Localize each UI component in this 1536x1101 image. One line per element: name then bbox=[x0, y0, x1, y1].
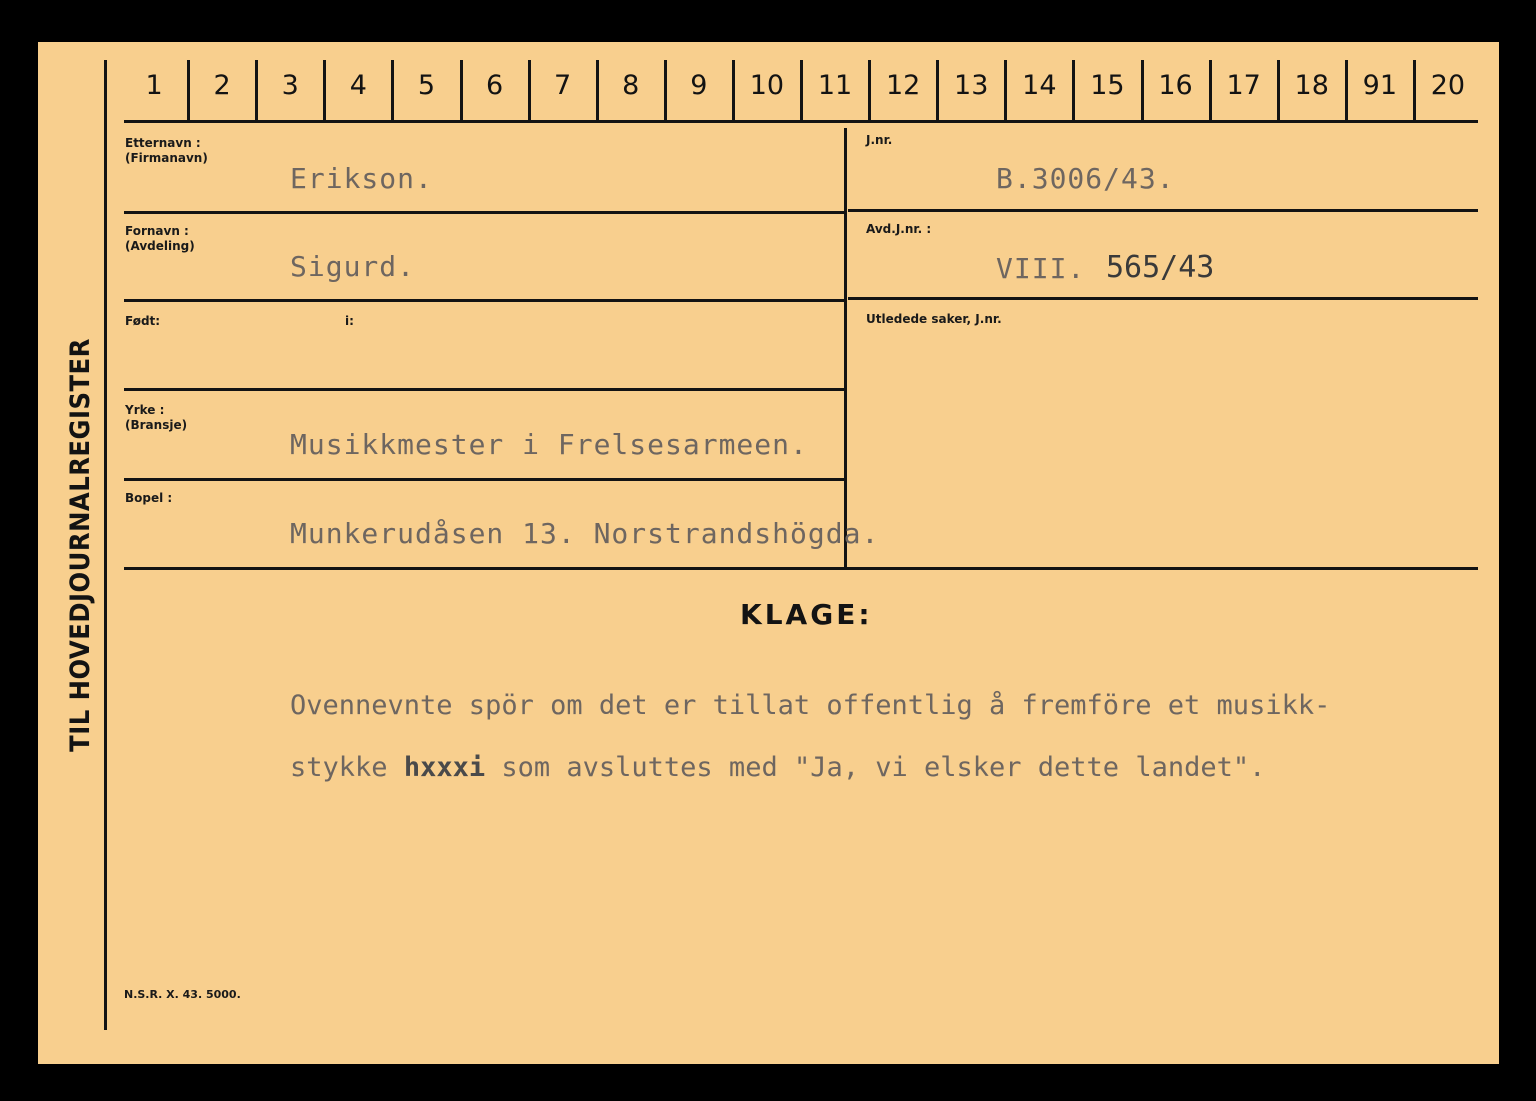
column-number: 18 bbox=[1294, 70, 1329, 101]
utledede-label: Utledede saker, J.nr. bbox=[866, 312, 1002, 326]
column-separator bbox=[255, 60, 258, 120]
struck-text: hxxxi bbox=[403, 752, 486, 783]
column-separator bbox=[868, 60, 871, 120]
yrke-value: Musikkmester i Frelsesarmeen. bbox=[290, 428, 808, 461]
klage-line-2 bbox=[290, 752, 1265, 783]
etternavn-label: Etternavn : (Firmanavn) bbox=[125, 136, 208, 165]
fornavn-label: Fornavn : (Avdeling) bbox=[125, 224, 195, 253]
fodt-place-label: i: bbox=[345, 314, 354, 328]
column-number: 14 bbox=[1022, 70, 1057, 101]
bopel-label: Bopel : bbox=[125, 491, 173, 505]
column-number: 16 bbox=[1158, 70, 1193, 101]
column-separator bbox=[1345, 60, 1348, 120]
column-number: 1 bbox=[145, 70, 163, 101]
fornavn-value: Sigurd. bbox=[290, 250, 416, 283]
side-title: TIL HOVEDJOURNALREGISTER bbox=[64, 338, 96, 752]
column-separator bbox=[732, 60, 735, 120]
column-separator bbox=[391, 60, 394, 120]
main-section-rule bbox=[124, 567, 1478, 570]
column-separator bbox=[664, 60, 667, 120]
column-separator bbox=[187, 60, 190, 120]
column-separator bbox=[1209, 60, 1212, 120]
column-number: 3 bbox=[281, 70, 299, 101]
column-separator bbox=[1277, 60, 1280, 120]
column-separator bbox=[528, 60, 531, 120]
column-number: 4 bbox=[349, 70, 367, 101]
yrke-label: Yrke : (Bransje) bbox=[125, 403, 188, 432]
jnr-rule bbox=[848, 209, 1478, 212]
column-number: 20 bbox=[1430, 70, 1466, 101]
column-separator bbox=[323, 60, 326, 120]
register-card bbox=[38, 42, 1499, 1064]
column-separator bbox=[596, 60, 599, 120]
column-number: 5 bbox=[417, 70, 436, 101]
fornavn-rule bbox=[124, 299, 844, 302]
column-separator bbox=[460, 60, 463, 120]
jnr-label: J.nr. bbox=[866, 133, 893, 147]
bopel-value: Munkerudåsen 13. Norstrandshögda. bbox=[290, 517, 880, 550]
column-number: 15 bbox=[1090, 70, 1125, 101]
column-number: 2 bbox=[213, 70, 231, 101]
column-number: 17 bbox=[1226, 70, 1261, 101]
column-number: 12 bbox=[885, 70, 921, 101]
etternavn-rule bbox=[124, 211, 844, 214]
column-number: 9 bbox=[690, 70, 708, 101]
column-separator bbox=[800, 60, 803, 120]
column-number: 8 bbox=[622, 70, 640, 101]
klage-line-2-end: som avsluttes med "Ja, vi elsker dette landet". bbox=[501, 752, 1266, 783]
column-separator bbox=[1413, 60, 1416, 120]
klage-line-2-start: stykke bbox=[290, 752, 388, 783]
column-number-row bbox=[120, 60, 1480, 120]
avdjnr-label: Avd.J.nr. : bbox=[866, 222, 932, 236]
left-margin-rule bbox=[104, 60, 107, 1030]
column-number: 11 bbox=[817, 70, 853, 101]
yrke-rule bbox=[124, 478, 844, 481]
avdjnr-rule bbox=[848, 297, 1478, 300]
avdjnr-prefix: VIII. bbox=[996, 252, 1086, 285]
column-separator bbox=[1004, 60, 1007, 120]
column-number: 91 bbox=[1362, 70, 1398, 101]
column-separator bbox=[936, 60, 939, 120]
fodt-label: Født: bbox=[125, 314, 161, 328]
avdjnr-value: 565/43 bbox=[1106, 250, 1215, 285]
etternavn-value: Erikson. bbox=[290, 162, 433, 195]
number-row-rule bbox=[124, 120, 1478, 123]
column-separator bbox=[1141, 60, 1144, 120]
column-number: 6 bbox=[485, 70, 504, 101]
form-footer-code: N.S.R. X. 43. 5000. bbox=[124, 988, 241, 1001]
column-number: 10 bbox=[749, 70, 785, 101]
center-divider bbox=[844, 128, 847, 570]
klage-line-1: Ovennevnte spör om det er tillat offentlig å fremföre et musikk- bbox=[290, 690, 1331, 721]
jnr-value: B.3006/43. bbox=[996, 162, 1175, 195]
column-separator bbox=[1072, 60, 1075, 120]
column-number: 7 bbox=[554, 70, 572, 101]
klage-heading: KLAGE: bbox=[740, 598, 873, 631]
column-number: 13 bbox=[954, 70, 989, 101]
fodt-rule bbox=[124, 388, 844, 391]
